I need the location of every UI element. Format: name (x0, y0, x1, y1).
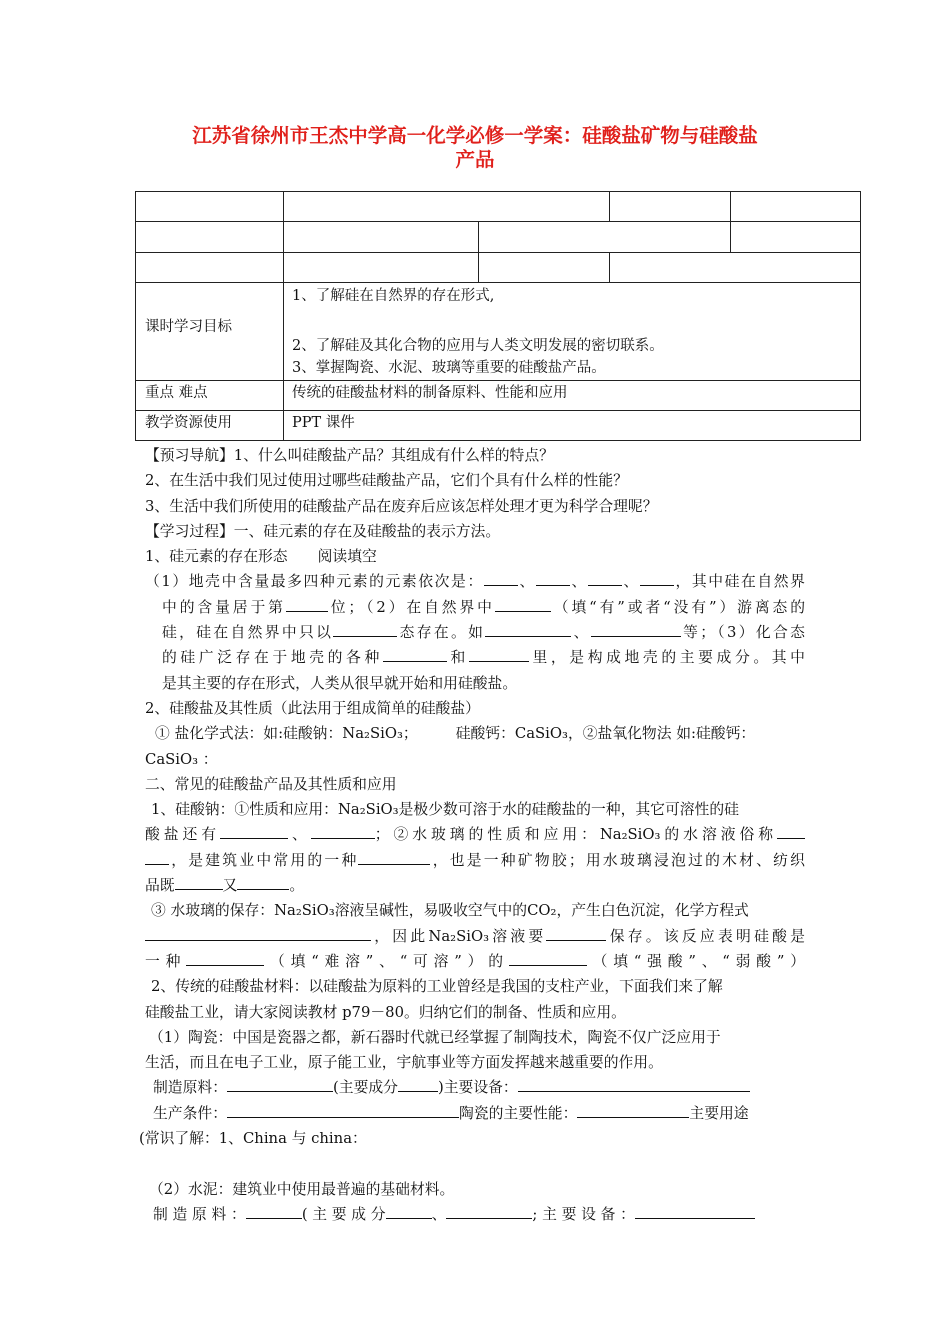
fill-line: 制造原料： (主要成分 )主要设备： (145, 1075, 805, 1100)
title-line-1: 江苏省徐州市王杰中学高一化学必修一学案：硅酸盐矿物与硅酸盐 (192, 124, 758, 147)
preview-question: 1、什么叫硅酸盐产品？其组成有什么样的特点？ (233, 447, 554, 464)
blank[interactable] (591, 622, 681, 637)
table-rule (730, 191, 731, 252)
table-rule (135, 221, 861, 222)
process-header: 【学习过程】 (145, 522, 234, 540)
fill-line: ，因此Na₂SiO₃溶液要 保存。该反应表明硅酸是 (145, 924, 805, 949)
blank[interactable] (286, 597, 328, 612)
blank[interactable] (518, 1077, 750, 1092)
table-rule (478, 221, 479, 282)
table-rule (135, 380, 861, 381)
blank[interactable] (386, 1204, 432, 1219)
blank[interactable] (484, 571, 518, 586)
resources-value: PPT 课件 (292, 415, 355, 431)
preview-q2: 2、在生活中我们见过使用过哪些硅酸盐产品，它们个具有什么样的性能？ (145, 472, 628, 490)
preview-q1 (145, 443, 805, 468)
text-line: （1）陶瓷：中国是瓷器之都，新石器时代就已经掌握了制陶技术，陶瓷不仅广泛应用于 (149, 1028, 721, 1046)
preview-header: 【预习导航】 (145, 447, 234, 464)
blank[interactable] (635, 1204, 755, 1219)
blank[interactable] (398, 1077, 438, 1092)
title-line-2: 产品 (455, 148, 495, 171)
blank[interactable] (485, 622, 571, 637)
blank[interactable] (495, 597, 551, 612)
blank[interactable] (186, 951, 264, 966)
blank[interactable] (145, 850, 169, 865)
blank[interactable] (333, 622, 397, 637)
objective-2: 2、了解硅及其化合物的应用与人类文明发展的密切联系。 (292, 338, 664, 354)
text-line: 硅酸盐工业，请大家阅读教材 p79－80。归纳它们的制备、性质和应用。 (145, 1003, 626, 1021)
objectives-label: 课时学习目标 (145, 319, 232, 335)
text-line: (常识了解：1、China 与 china： (139, 1130, 367, 1148)
formula-line: CaSiO₃ ： (145, 750, 218, 768)
table-rule (135, 440, 861, 441)
blank[interactable] (469, 647, 529, 662)
blank[interactable] (227, 1103, 459, 1118)
keypoints-label: 重点 难点 (145, 385, 208, 401)
section-2-title: 二、常见的硅酸盐产品及其性质和应用 (145, 775, 397, 793)
blank[interactable] (145, 926, 371, 941)
fill-line: 的硅广泛存在于地壳的各种 和 里，是构成地壳的主要成分。其中 (162, 649, 805, 667)
fill-line: 一种 （填“难溶”、“可溶”）的 （填“强酸”、“弱酸”） (145, 952, 805, 970)
blank[interactable] (536, 571, 570, 586)
section-1-title: 一、硅元素的存在及硅酸盐的表示方法。 (233, 522, 501, 540)
blank[interactable] (777, 824, 805, 839)
fill-line: 制 造 原 料 ： ( 主 要 成 分 、 ; 主 要 设 备 ： (145, 1202, 805, 1227)
subsection-2-heading: 2、硅酸盐及其性质（此法用于组成简单的硅酸盐） (145, 699, 480, 717)
fill-line: 生产条件： 陶瓷的主要性能： 主要用途 (153, 1104, 749, 1122)
blank[interactable] (577, 1103, 689, 1118)
subsection-note: 阅读填空 (317, 548, 377, 566)
process-header-line (145, 519, 805, 544)
fill-line: ，是建筑业中常用的一种 ，也是一种矿物胶；用水玻璃浸泡过的木材、纺织 (145, 848, 805, 873)
fill-line: （1）地壳中含量最多四种元素的元素依次是： 、 、 、 ，其中硅在自然界 (145, 573, 805, 591)
text-line: ③ 水玻璃的保存：Na₂SiO₃溶液呈碱性，易吸收空气中的CO₂，产生白色沉淀，化学方程式 (151, 902, 749, 920)
table-rule (135, 282, 861, 283)
blank[interactable] (358, 850, 430, 865)
document-body (139, 443, 805, 1227)
fill-line: 硅，硅在自然界中只以 态存在。如 、 等；（3）化合态 (162, 624, 805, 642)
blank[interactable] (246, 1204, 302, 1219)
table-rule (860, 191, 861, 441)
blank[interactable] (227, 1077, 333, 1092)
preview-q3: 3、生活中我们所使用的硅酸盐产品在废弃后应该怎样处理才更为科学合理呢？ (145, 497, 658, 515)
keypoints-value: 传统的硅酸盐材料的制备原料、性能和应用 (292, 385, 568, 401)
table-rule (283, 191, 284, 441)
text-line: （2）水泥：建筑业中使用最普遍的基础材料。 (149, 1180, 455, 1198)
table-rule (135, 252, 861, 253)
table-rule (609, 252, 610, 282)
fill-line: 酸盐还有 、 ；②水玻璃的性质和应用：Na₂SiO₃的水溶液俗称 (145, 822, 805, 847)
table-rule (609, 191, 610, 221)
blank[interactable] (220, 824, 288, 839)
fill-line: 中的含量居于第 位；（2）在自然界中 （填“有”或者“没有”）游离态的 (162, 598, 805, 616)
resources-label: 教学资源使用 (145, 415, 232, 431)
document-title (120, 124, 830, 172)
blank[interactable] (509, 951, 587, 966)
blank[interactable] (175, 875, 223, 890)
text-line: 生活，而且在电子工业，原子能工业，宇航事业等方面发挥越来越重要的作用。 (145, 1054, 663, 1072)
formula-line: ① 盐化学式法：如:硅酸钠：Na₂SiO₃； 硅酸钙：CaSiO₃，②盐氧化物法 如:硅酸钙： (155, 725, 756, 743)
objective-1: 1、了解硅在自然界的存在形式, (292, 288, 495, 304)
blank[interactable] (237, 875, 289, 890)
fill-line: 品既 又 。 (145, 877, 305, 895)
text-line: 2、传统的硅酸盐材料：以硅酸盐为原料的工业曾经是我国的支柱产业，下面我们来了解 (151, 978, 723, 996)
blank[interactable] (588, 571, 622, 586)
blank[interactable] (383, 647, 447, 662)
subsection-heading: 1、硅元素的存在形态 (145, 548, 288, 566)
blank[interactable] (546, 926, 606, 941)
blank[interactable] (446, 1204, 532, 1219)
blank[interactable] (311, 824, 375, 839)
lesson-info-table (135, 191, 861, 441)
table-rule (135, 410, 861, 411)
table-rule (135, 191, 861, 192)
blank-line (145, 1151, 805, 1176)
objective-3: 3、掌握陶瓷、水泥、玻璃等重要的硅酸盐产品。 (292, 360, 606, 376)
text-line: 1、硅酸钠：①性质和应用：Na₂SiO₃是极少数可溶于水的硅酸盐的一种，其它可溶性的硅 (151, 801, 739, 819)
table-rule (135, 191, 136, 441)
subsection-1-heading (145, 544, 805, 569)
blank[interactable] (640, 571, 674, 586)
text-line: 是其主要的存在形式，人类从很早就开始和用硅酸盐。 (162, 674, 518, 692)
